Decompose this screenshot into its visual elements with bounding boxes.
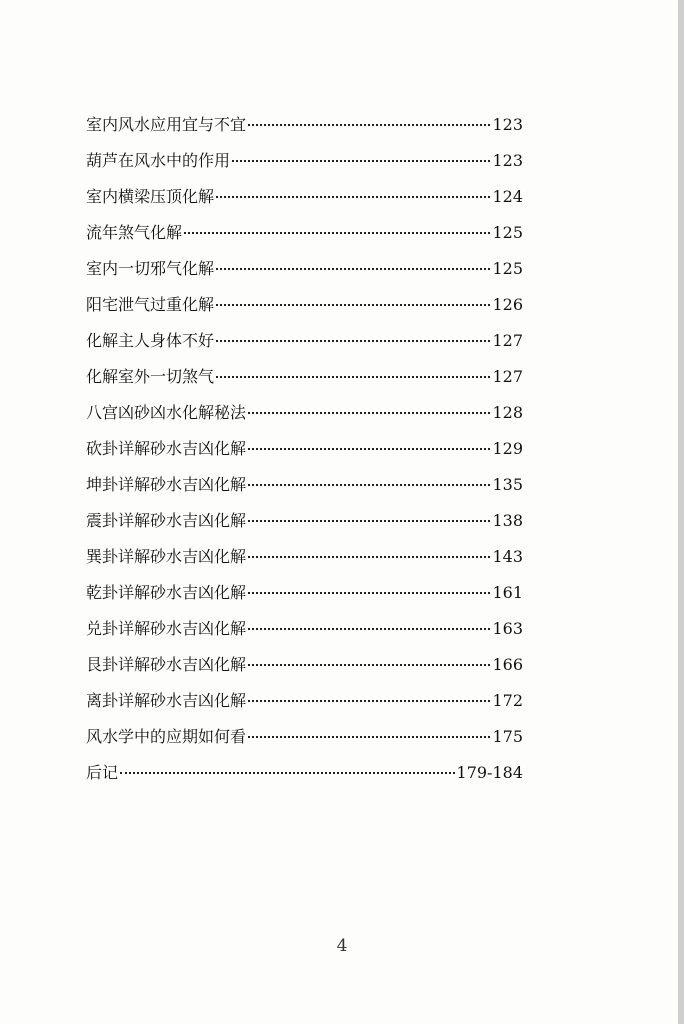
dot-leader xyxy=(248,412,490,414)
toc-entry-page: 161 xyxy=(492,583,523,602)
toc-entry xyxy=(86,508,523,544)
toc-entry xyxy=(86,220,523,256)
toc-entry xyxy=(86,472,523,508)
toc-entry-title: 乾卦详解砂水吉凶化解 xyxy=(86,583,247,602)
dot-leader xyxy=(248,736,490,738)
toc-entry xyxy=(86,688,523,724)
toc-entry-title: 阳宅泄气过重化解 xyxy=(86,295,215,314)
toc-entry-title: 兑卦详解砂水吉凶化解 xyxy=(86,619,247,638)
toc-entry-title: 流年煞气化解 xyxy=(86,223,183,242)
toc-entry-title: 砍卦详解砂水吉凶化解 xyxy=(86,439,247,458)
dot-leader xyxy=(248,448,490,450)
toc-entry-title: 后记 xyxy=(86,763,119,782)
toc-entry-title: 葫芦在风水中的作用 xyxy=(86,151,231,170)
toc-entry-title: 室内一切邪气化解 xyxy=(86,259,215,278)
dot-leader xyxy=(120,772,455,774)
page-edge xyxy=(678,0,684,1024)
toc-entry xyxy=(86,436,523,472)
dot-leader xyxy=(216,268,490,270)
toc-entry xyxy=(86,544,523,580)
toc-entry xyxy=(86,148,523,184)
toc-entry-page: 166 xyxy=(492,655,523,674)
toc-entry-title: 化解主人身体不好 xyxy=(86,331,215,350)
table-of-contents xyxy=(86,112,523,796)
toc-entry xyxy=(86,724,523,760)
toc-entry-page: 126 xyxy=(492,295,523,314)
toc-entry-page: 138 xyxy=(492,511,523,530)
toc-entry xyxy=(86,256,523,292)
toc-entry-page: 175 xyxy=(492,727,523,746)
toc-entry-page: 127 xyxy=(492,331,523,350)
dot-leader xyxy=(248,664,490,666)
toc-entry-page: 123 xyxy=(492,151,523,170)
dot-leader xyxy=(184,232,490,234)
dot-leader xyxy=(232,160,490,162)
toc-entry-page: 143 xyxy=(492,547,523,566)
toc-entry-title: 风水学中的应期如何看 xyxy=(86,727,247,746)
toc-entry-page: 125 xyxy=(492,223,523,242)
toc-entry xyxy=(86,652,523,688)
toc-entry xyxy=(86,760,523,796)
dot-leader xyxy=(248,592,490,594)
dot-leader xyxy=(248,556,490,558)
dot-leader xyxy=(216,304,490,306)
toc-entry-page: 125 xyxy=(492,259,523,278)
toc-entry-page: 163 xyxy=(492,619,523,638)
toc-entry-page: 179-184 xyxy=(456,763,523,782)
toc-entry xyxy=(86,616,523,652)
page-number: 4 xyxy=(336,936,348,956)
toc-entry-page: 135 xyxy=(492,475,523,494)
dot-leader xyxy=(216,196,490,198)
toc-entry xyxy=(86,328,523,364)
toc-entry-title: 八宫凶砂凶水化解秘法 xyxy=(86,403,247,422)
dot-leader xyxy=(248,700,490,702)
toc-entry-page: 172 xyxy=(492,691,523,710)
dot-leader xyxy=(248,520,490,522)
toc-entry-title: 艮卦详解砂水吉凶化解 xyxy=(86,655,247,674)
toc-entry-title: 化解室外一切煞气 xyxy=(86,367,215,386)
toc-entry-title: 室内横梁压顶化解 xyxy=(86,187,215,206)
dot-leader xyxy=(216,376,490,378)
toc-entry-title: 震卦详解砂水吉凶化解 xyxy=(86,511,247,530)
toc-entry xyxy=(86,400,523,436)
toc-entry xyxy=(86,184,523,220)
toc-entry-page: 124 xyxy=(492,187,523,206)
toc-entry xyxy=(86,292,523,328)
toc-entry-page: 123 xyxy=(492,115,523,134)
toc-entry-page: 128 xyxy=(492,403,523,422)
toc-entry-title: 室内风水应用宜与不宜 xyxy=(86,115,247,134)
dot-leader xyxy=(248,484,490,486)
toc-entry xyxy=(86,580,523,616)
toc-entry xyxy=(86,112,523,148)
toc-entry-title: 离卦详解砂水吉凶化解 xyxy=(86,691,247,710)
dot-leader xyxy=(248,124,490,126)
toc-entry-page: 127 xyxy=(492,367,523,386)
toc-entry-title: 巽卦详解砂水吉凶化解 xyxy=(86,547,247,566)
dot-leader xyxy=(216,340,490,342)
toc-entry xyxy=(86,364,523,400)
toc-entry-page: 129 xyxy=(492,439,523,458)
dot-leader xyxy=(248,628,490,630)
toc-entry-title: 坤卦详解砂水吉凶化解 xyxy=(86,475,247,494)
